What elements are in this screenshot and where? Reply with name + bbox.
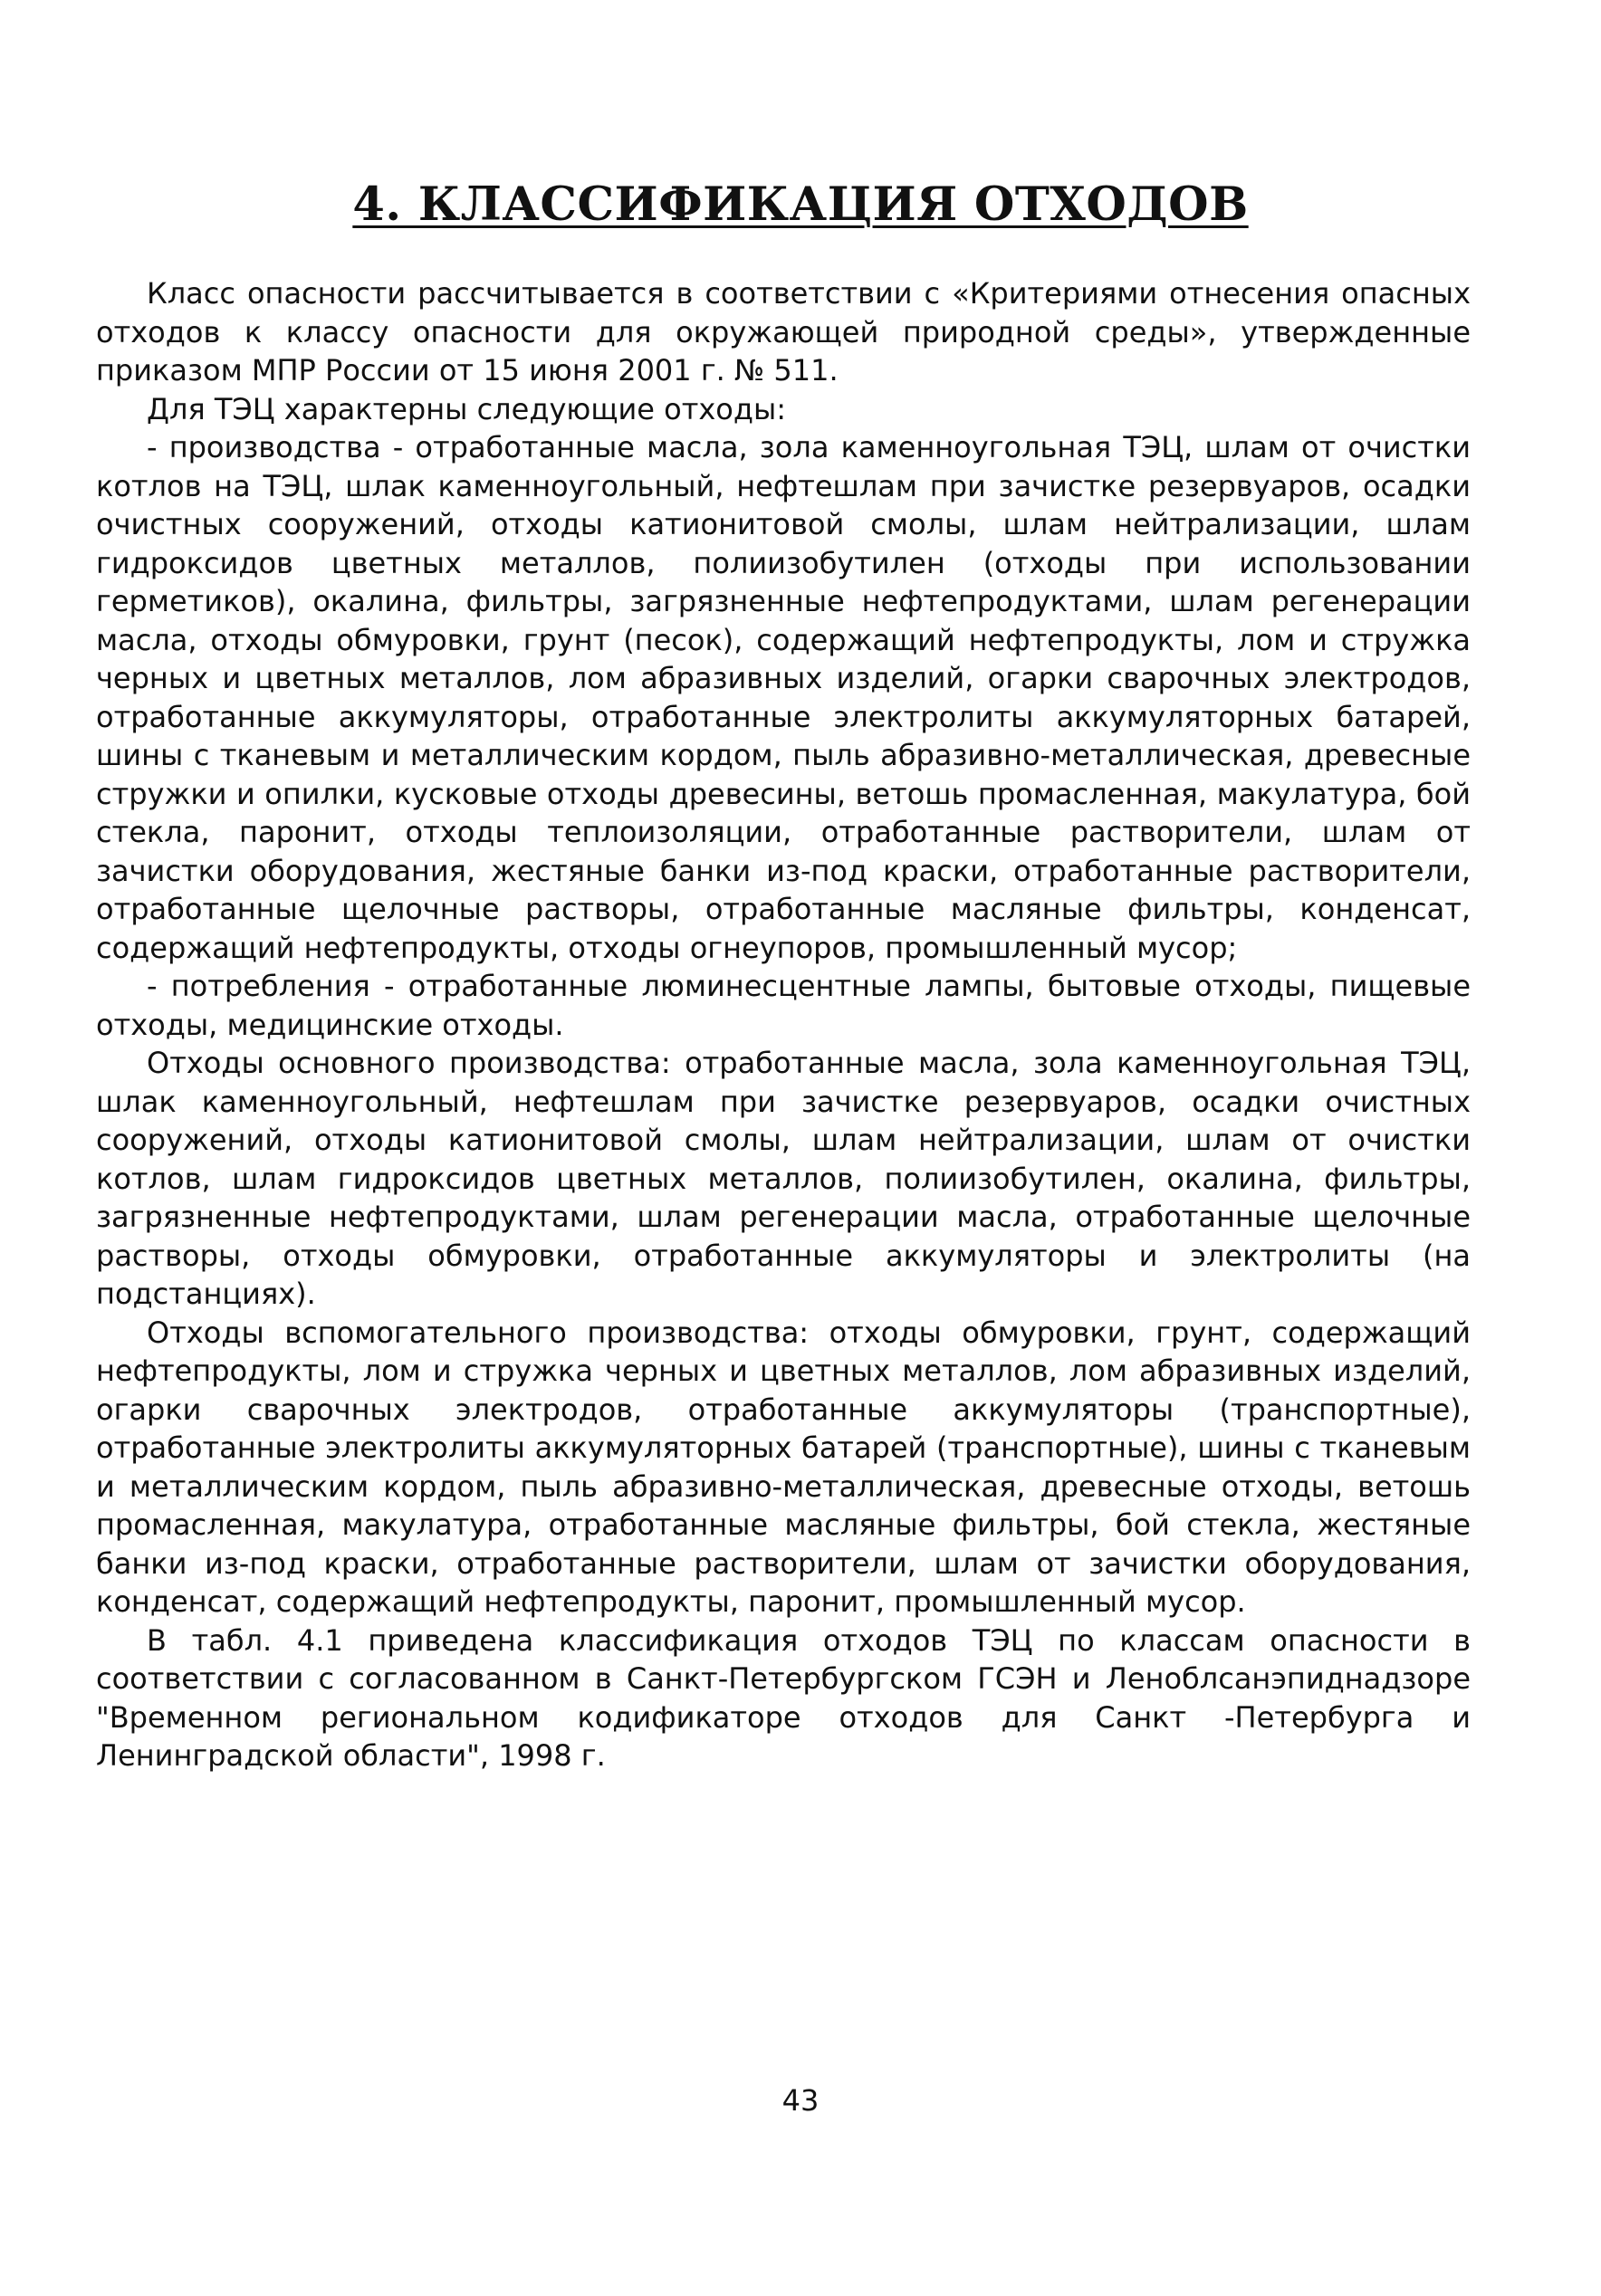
list-item-production: - производства - отработанные масла, зола каменноугольная ТЭЦ, шлам от очистки котлов на ТЭЦ, шлак каменноугольный, нефтешлам при зачистке резервуаров, осадки очистных сооружений, отходы катионитовой смолы, шлам нейтрализации, шлам гидроксидов цветных металлов, полиизобутилен (отходы при использовании герметиков), окалина, фильтры, загрязненные нефтепродуктами, шлам регенерации масла, отходы обмуровки, грунт (песок), содержащий нефтепродукты, лом и стружка черных и цветных металлов, лом абразивных изделий, огарки сварочных электродов, отработанные аккумуляторы, отработанные электролиты аккумуляторных батарей, шины с тканевым и металлическим кордом, пыль абразивно-металлическая, древесные стружки и опилки, кусковые отходы древесины, ветошь промасленная, макулатура, бой стекла, паронит, отходы теплоизоляции, отработанные растворители, шлам от зачистки оборудования, жестяные банки из-под краски, отработанные растворители, отработанные щелочные растворы, отработанные масляные фильтры, конденсат, содержащий нефтепродукты, отходы огнеупоров, промышленный мусор; <box>96 430 1471 965</box>
paragraph-waste-intro: Для ТЭЦ характерны следующие отходы: <box>147 391 787 426</box>
page-title-text: 4. КЛАССИФИКАЦИЯ ОТХОДОВ <box>352 177 1249 232</box>
page-title <box>96 177 1505 232</box>
paragraph-hazard-class: Класс опасности рассчитывается в соответствии с «Критериями отнесения опасных отходов к классу опасности для окружающей природной среды», утвержденные приказом МПР России от 15 июня 2001 г. № 511. <box>96 276 1471 387</box>
paragraph-table-reference: В табл. 4.1 приведена классификация отходов ТЭЦ по классам опасности в соответствии с согласованном в Санкт-Петербургском ГСЭН и Леноблсанэпиднадзоре "Временном региональном кодификаторе отходов для Санкт -Петербурга и Ленинградской области", 1998 г. <box>96 1622 1471 1773</box>
paragraph-main-production: Отходы основного производства: отработанные масла, зола каменноугольная ТЭЦ, шлак каменноугольный, нефтешлам при зачистке резервуаров, осадки очистных сооружений, отходы катионитовой смолы, шлам нейтрализации, шлам от очистки котлов, шлам гидроксидов цветных металлов, полиизобутилен, окалина, фильтры, загрязненные нефтепродуктами, шлам регенерации масла, отработанные щелочные растворы, отходы обмуровки, отработанные аккумуляторы и электролиты (на подстанциях). <box>96 1046 1471 1311</box>
list-item-consumption: - потребления - отработанные люминесцентные лампы, бытовые отходы, пищевые отходы, медицинские отходы. <box>96 969 1471 1042</box>
body-text <box>96 274 1471 1775</box>
paragraph-auxiliary-production: Отходы вспомогательного производства: отходы обмуровки, грунт, содержащий нефтепродукты, лом и стружка черных и цветных металлов, лом абразивных изделий, огарки сварочных электродов, отработанные аккумуляторы (транспортные), отработанные электролиты аккумуляторных батарей (транспортные), шины с тканевым и металлическим кордом, пыль абразивно-металлическая, древесные отходы, ветошь промасленная, макулатура, отработанные масляные фильтры, бой стекла, жестяные банки из-под краски, отработанные растворители, шлам от зачистки оборудования, конденсат, содержащий нефтепродукты, паронит, промышленный мусор. <box>96 1315 1471 1619</box>
page-number: 43 <box>781 2083 820 2118</box>
